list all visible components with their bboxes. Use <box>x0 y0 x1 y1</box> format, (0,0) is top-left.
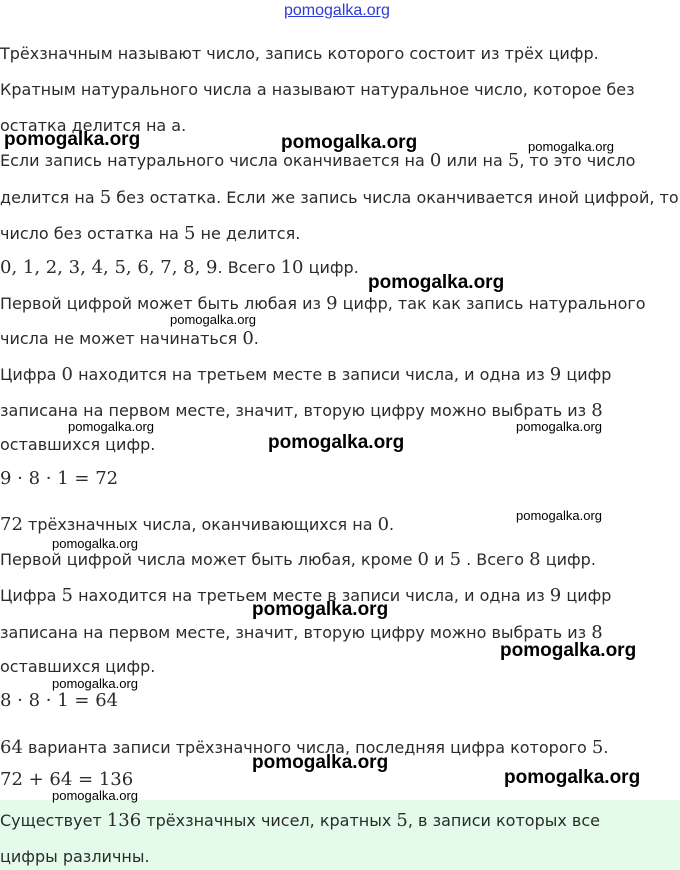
case5-line-1: Цифра 5 находится на третьем месте в записи числа, и одна из 9 цифр <box>0 585 612 606</box>
case5-first-digit: Первой цифрой числа может быть любая, кроме 0 и 5 . Всего 8 цифр. <box>0 549 596 570</box>
answer-line-2: цифры различны. <box>0 847 150 866</box>
watermark: pomogalka.org <box>281 132 418 153</box>
case0-line-3: оставшихся цифр. <box>0 435 156 454</box>
case5-formula: 8 · 8 · 1 = 64 <box>0 690 119 711</box>
case0-line-2: записана на первом месте, значит, вторую цифру можно выбрать из 8 <box>0 400 603 421</box>
watermark: pomogalka.org <box>504 767 641 788</box>
definition-multiple: Кратным натурального числа а называют натуральное число, которое без <box>0 80 635 99</box>
first-digit-line-1: Первой цифрой может быть любая из 9 цифр, так как запись натурального <box>0 293 646 314</box>
rule-line-3: число без остатка на 5 не делится. <box>0 223 301 244</box>
definition-multiple-cont: остатка делится на а. <box>0 116 187 135</box>
case0-line-1: Цифра 0 находится на третьем месте в записи числа, и одна из 9 цифр <box>0 364 612 385</box>
first-digit-line-2: числа не может начинаться 0. <box>0 328 259 349</box>
case5-line-2: записана на первом месте, значит, вторую цифру можно выбрать из 8 <box>0 622 603 643</box>
case5-result: 64 варианта записи трёхзначного числа, последняя цифра которого 5. <box>0 737 609 758</box>
watermark: pomogalka.org <box>52 536 138 551</box>
watermark: pomogalka.org <box>68 419 154 434</box>
definition-three-digit: Трёхзначным называют число, запись которого состоит из трёх цифр. <box>0 44 599 63</box>
case5-line-3: оставшихся цифр. <box>0 657 156 676</box>
watermark: pomogalka.org <box>516 419 602 434</box>
watermark: pomogalka.org <box>170 312 256 327</box>
watermark: pomogalka.org <box>500 640 637 661</box>
watermark: pomogalka.org <box>252 752 389 773</box>
site-link[interactable]: pomogalka.org <box>284 2 390 19</box>
digits-line: 0, 1, 2, 3, 4, 5, 6, 7, 8, 9. Всего 10 цифр. <box>0 257 359 278</box>
watermark: pomogalka.org <box>528 139 614 154</box>
watermark: pomogalka.org <box>252 599 389 620</box>
watermark: pomogalka.org <box>52 676 138 691</box>
watermark: pomogalka.org <box>4 129 141 150</box>
sum-formula: 72 + 64 = 136 <box>0 769 134 790</box>
answer-line-1: Существует 136 трёхзначных чисел, кратных 5, в записи которых все <box>0 810 600 831</box>
watermark: pomogalka.org <box>268 432 405 453</box>
rule-line-1: Если запись натурального числа оканчивается на 0 или на 5, то это число <box>0 150 636 171</box>
watermark: pomogalka.org <box>52 788 138 803</box>
case0-result: 72 трёхзначных числа, оканчивающихся на 0. <box>0 514 395 535</box>
rule-line-2: делится на 5 без остатка. Если же запись числа оканчивается иной цифрой, то <box>0 187 679 208</box>
watermark: pomogalka.org <box>368 272 505 293</box>
watermark: pomogalka.org <box>516 508 602 523</box>
case0-formula: 9 · 8 · 1 = 72 <box>0 468 119 489</box>
